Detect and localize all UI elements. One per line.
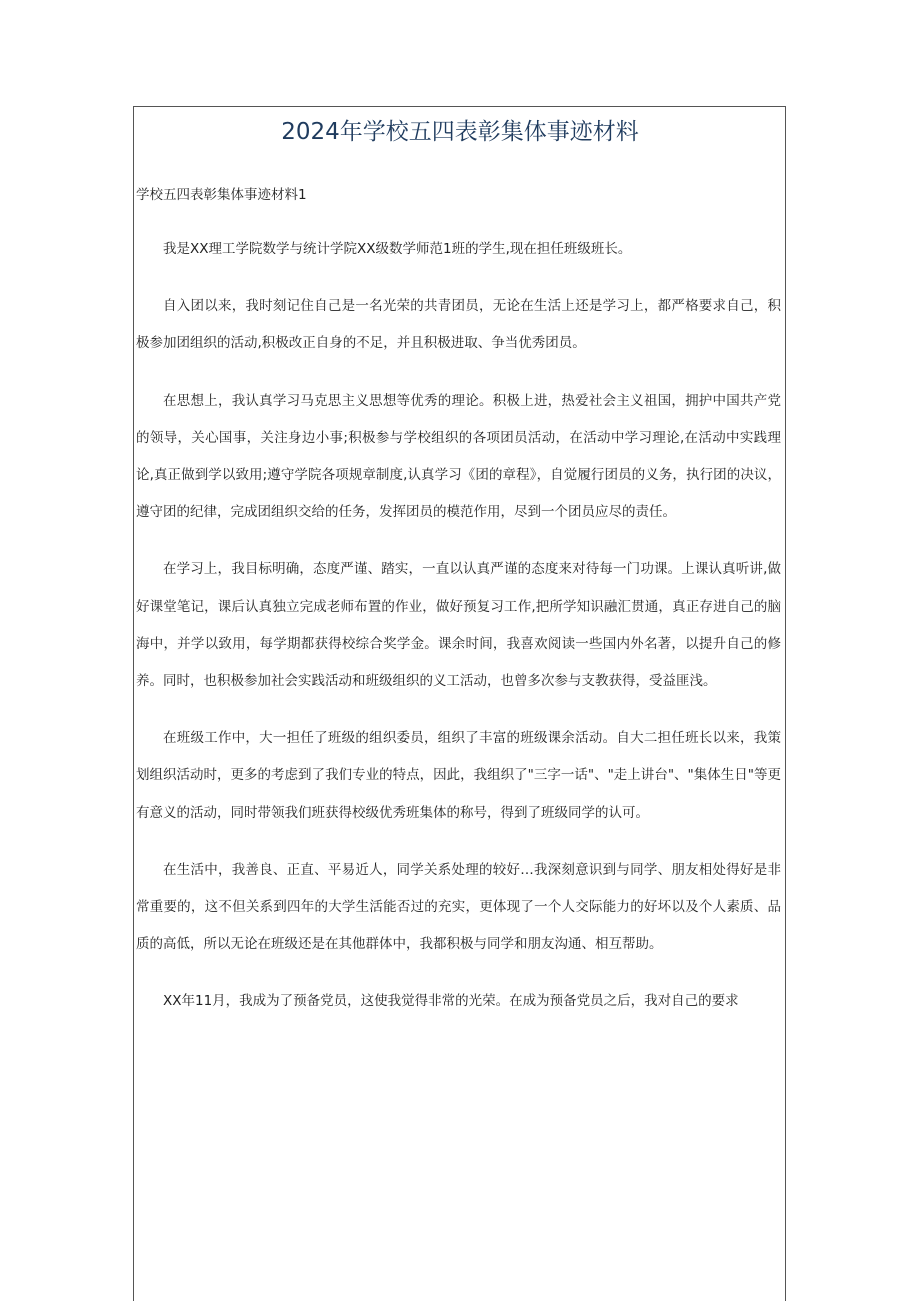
paragraph-class-work: 在班级工作中，大一担任了班级的组织委员，组织了丰富的班级课余活动。自大二担任班长以来，我策划组织活动时，更多的考虑到了我们专业的特点，因此，我组织了"三字一话"、"走上讲台"、"集体生日"等更有意义的活动，同时带领我们班获得校级优秀班集体的称号，得到了班级同学的认可。 [136,730,781,821]
document-body [136,231,781,1041]
paragraph-life: 在生活中，我善良、正直、平易近人，同学关系处理的较好…我深刻意识到与同学、朋友相处得好是非常重要的，这不但关系到四年的大学生活能否过的充实，更体现了一个人交际能力的好坏以及个人素质、品质的高低，所以无论在班级还是在其他群体中，我都积极与同学和朋友沟通、相互帮助。 [136,861,781,953]
document-title: 2024年学校五四表彰集体事迹材料 [281,119,639,145]
paragraph-intro: 我是XX理工学院数学与统计学院XX级数学师范1班的学生,现在担任班级班长。 [163,241,632,257]
paragraph-league-membership: 自入团以来，我时刻记住自己是一名光荣的共青团员，无论在生活上还是学习上，都严格要求自己，积极参加团组织的活动,积极改正自身的不足，并且积极进取、争当优秀团员。 [136,298,781,352]
section-heading: 学校五四表彰集体事迹材料1 [136,187,307,203]
paragraph-ideology: 在思想上，我认真学习马克思主义思想等优秀的理论。积极上进，热爱社会主义祖国，拥护中国共产党的领导，关心国事，关注身边小事;积极参与学校组织的各项团员活动，在活动中学习理论,在活动中实践理论,真正做到学以致用;遵守学院各项规章制度,认真学习《团的章程》，自觉履行团员的义务，执行团的决议，遵守团的纪律，完成团组织交给的任务，发挥团员的模范作用，尽到一个团员应尽的责任。 [136,392,781,521]
paragraph-study: 在学习上，我目标明确，态度严谨、踏实，一直以认真严谨的态度来对待每一门功课。上课认真听讲,做好课堂笔记，课后认真独立完成老师布置的作业，做好预复习工作,把所学知识融汇贯通，真正存进自己的脑海中，并学以致用，每学期都获得校综合奖学金。课余时间，我喜欢阅读一些国内外名著，以提升自己的修养。同时，也积极参加社会实践活动和班级组织的义工活动，也曾多次参与支教获得，受益匪浅。 [136,561,781,690]
paragraph-party-membership: XX年11月，我成为了预备党员，这使我觉得非常的光荣。在成为预备党员之后，我对自己的要求 [163,993,739,1010]
